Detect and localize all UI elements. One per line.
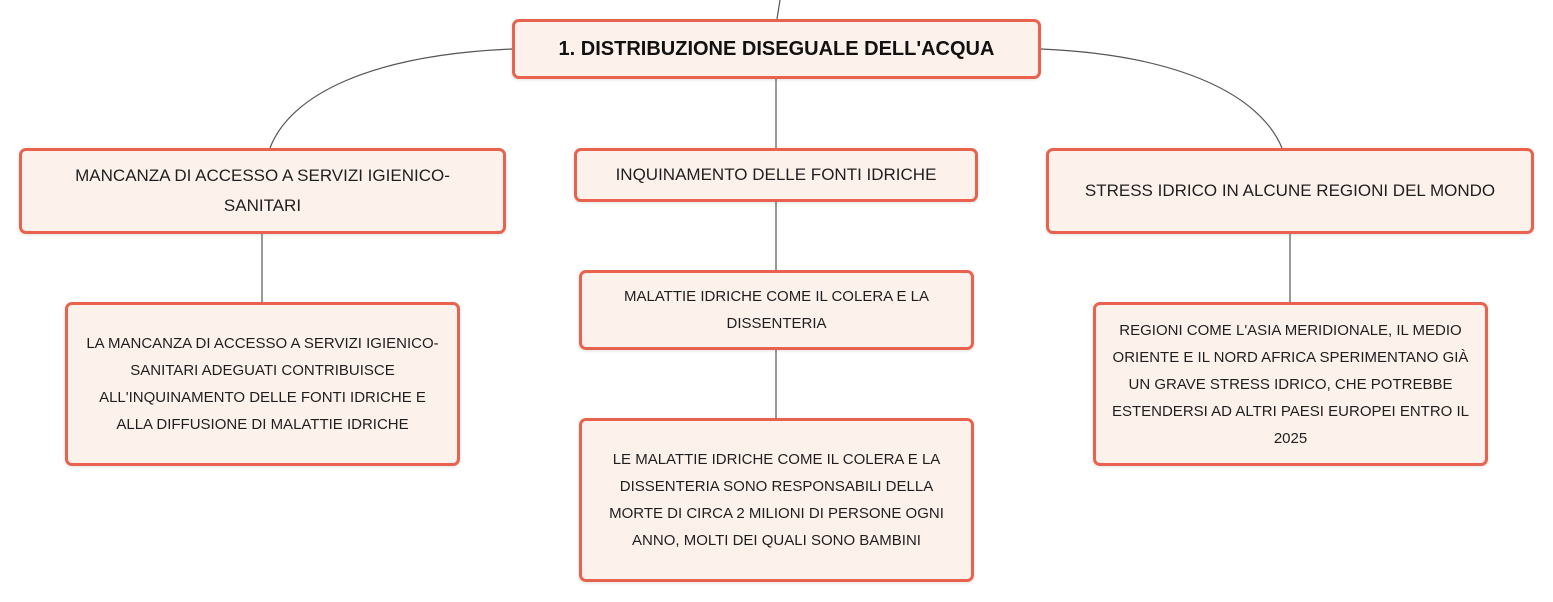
leaf-water-stress-detail-label: REGIONI COME L'ASIA MERIDIONALE, IL MEDIO ORIENTE E IL NORD AFRICA SPERIMENTANO GIÀ UN GRAVE STRESS IDRICO, CHE POTREBBE ESTENDERSI AD ALTRI PAESI EUROPEI ENTRO IL 2025 — [1111, 321, 1470, 447]
branch-water-stress-label: STRESS IDRICO IN ALCUNE REGIONI DEL MONDO — [1084, 181, 1496, 200]
connector-root-to-left-branch — [270, 49, 512, 148]
leaf-water-stress-detail[interactable] — [1093, 302, 1488, 466]
leaf-disease-deaths-label: LE MALATTIE IDRICHE COME IL COLERA E LA DISSENTERIA SONO RESPONSABILI DELLA MORTE DI CIRCA 2 MILIONI DI PERSONE OGNI ANNO, MOLTI DEI QUALI SONO BAMBINI — [609, 451, 944, 549]
connector-root-to-right-branch — [1041, 49, 1282, 148]
sub-waterborne-diseases[interactable] — [579, 270, 974, 350]
leaf-sanitation-detail-label: LA MANCANZA DI ACCESSO A SERVIZI IGIENICO-SANITARI ADEGUATI CONTRIBUISCE ALL'INQUINAMENTO DELLE FONTI IDRICHE E ALLA DIFFUSIONE DI MALATTIE IDRICHE — [86, 335, 439, 433]
branch-water-stress[interactable] — [1046, 148, 1534, 234]
branch-sanitation[interactable] — [19, 148, 506, 234]
leaf-disease-deaths[interactable] — [579, 418, 974, 582]
branch-water-pollution-label: INQUINAMENTO DELLE FONTI IDRICHE — [615, 165, 937, 184]
branch-water-pollution[interactable] — [574, 148, 978, 202]
sub-waterborne-diseases-label: MALATTIE IDRICHE COME IL COLERA E LA DISSENTERIA — [623, 288, 930, 332]
branch-sanitation-label: MANCANZA DI ACCESSO A SERVIZI IGIENICO-SANITARI — [75, 166, 450, 215]
root-topic[interactable] — [512, 19, 1041, 79]
root-topic-label: 1. DISTRIBUZIONE DISEGUALE DELL'ACQUA — [558, 37, 995, 60]
connector-from-parent — [777, 0, 780, 19]
leaf-sanitation-detail[interactable] — [65, 302, 460, 466]
